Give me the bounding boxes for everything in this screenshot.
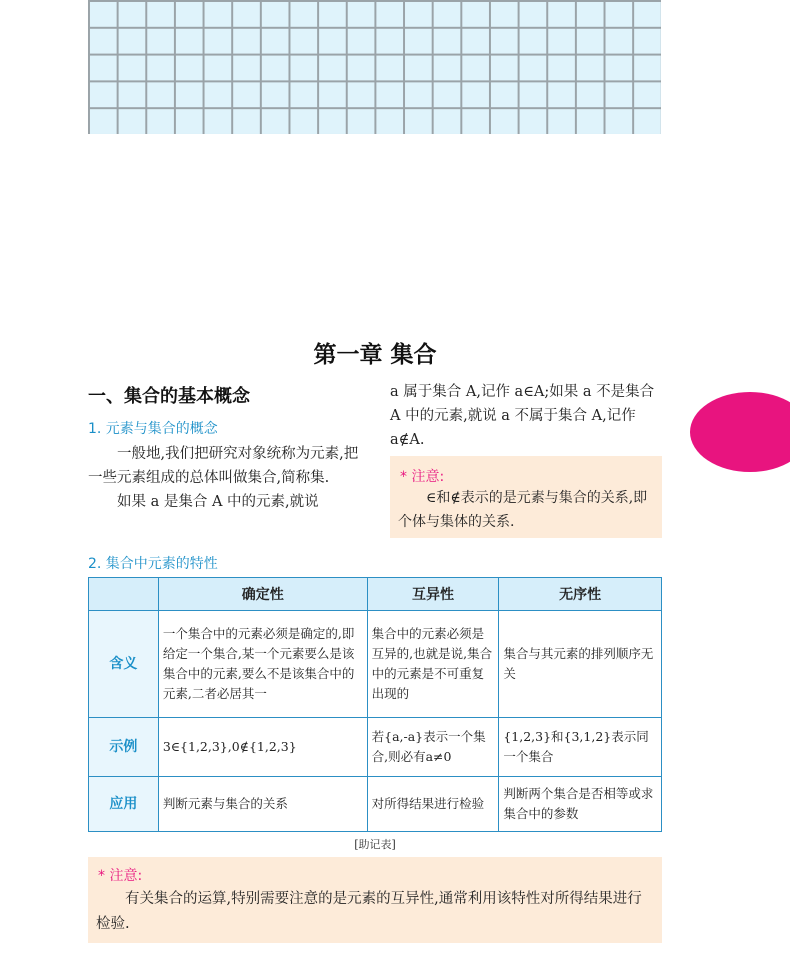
left-column-text: [88, 442, 364, 514]
subsection-title-1: 1. 元素与集合的概念: [88, 421, 218, 437]
table-cell: 集合与其元素的排列顺序无关: [499, 611, 662, 718]
paragraph-membership-cont: a 属于集合 A,记作 a∈A;如果 a 不是集合 A 中的元素,就说 a 不属于集合 A,记作 a∉A.: [390, 384, 655, 448]
table-cell: 判断元素与集合的关系: [158, 777, 367, 832]
note-box-2: [88, 857, 662, 943]
table-row: [89, 777, 662, 832]
note-title-1: * 注意:: [400, 469, 445, 485]
table-header-row: [89, 578, 662, 611]
note-body-2: 有关集合的运算,特别需要注意的是元素的互异性,通常利用该特性对所得结果进行检验.: [96, 891, 642, 932]
section-title: 一、集合的基本概念: [88, 386, 250, 407]
table-cell: 若{a,-a}表示一个集合,则必有a≠0: [367, 718, 499, 777]
row-label-meaning: 含义: [89, 611, 159, 718]
table-caption: [助记表]: [354, 838, 396, 851]
note-box-1: [390, 456, 662, 538]
note-body-1: ∈和∉表示的是元素与集合的关系,即个体与集体的关系.: [398, 490, 648, 530]
table-cell: 3∈{1,2,3},0∉{1,2,3}: [158, 718, 367, 777]
table-header-corner: [89, 578, 159, 611]
table-cell: {1,2,3}和{3,1,2}表示同一个集合: [499, 718, 662, 777]
table-cell: 判断两个集合是否相等或求集合中的参数: [499, 777, 662, 832]
table-cell: 一个集合中的元素必须是确定的,即给定一个集合,某一个元素要么是该集合中的元素,要么不是该集合中的元素,二者必居其一: [158, 611, 367, 718]
grid-paper-header: [88, 0, 661, 134]
paragraph-membership-start: 如果 a 是集合 A 中的元素,就说: [117, 494, 319, 510]
decorative-pink-circle: [690, 392, 790, 472]
table-header-certainty: 确定性: [158, 578, 367, 611]
table-header-distinctness: 互异性: [367, 578, 499, 611]
table-row: [89, 718, 662, 777]
row-label-application: 应用: [89, 777, 159, 832]
paragraph-definition: 一般地,我们把研究对象统称为元素,把一些元素组成的总体叫做集合,简称集.: [88, 446, 359, 486]
table-cell: 集合中的元素必须是互异的,也就是说,集合中的元素是不可重复出现的: [367, 611, 499, 718]
mnemonic-table: [88, 577, 662, 832]
row-label-example: 示例: [89, 718, 159, 777]
table-header-unordered: 无序性: [499, 578, 662, 611]
right-column-text: [390, 380, 662, 452]
table-row: [89, 611, 662, 718]
subsection-title-2: 2. 集合中元素的特性: [88, 556, 218, 572]
chapter-title: 第一章 集合: [313, 342, 437, 368]
table-cell: 对所得结果进行检验: [367, 777, 499, 832]
note-title-2: * 注意:: [98, 868, 143, 884]
